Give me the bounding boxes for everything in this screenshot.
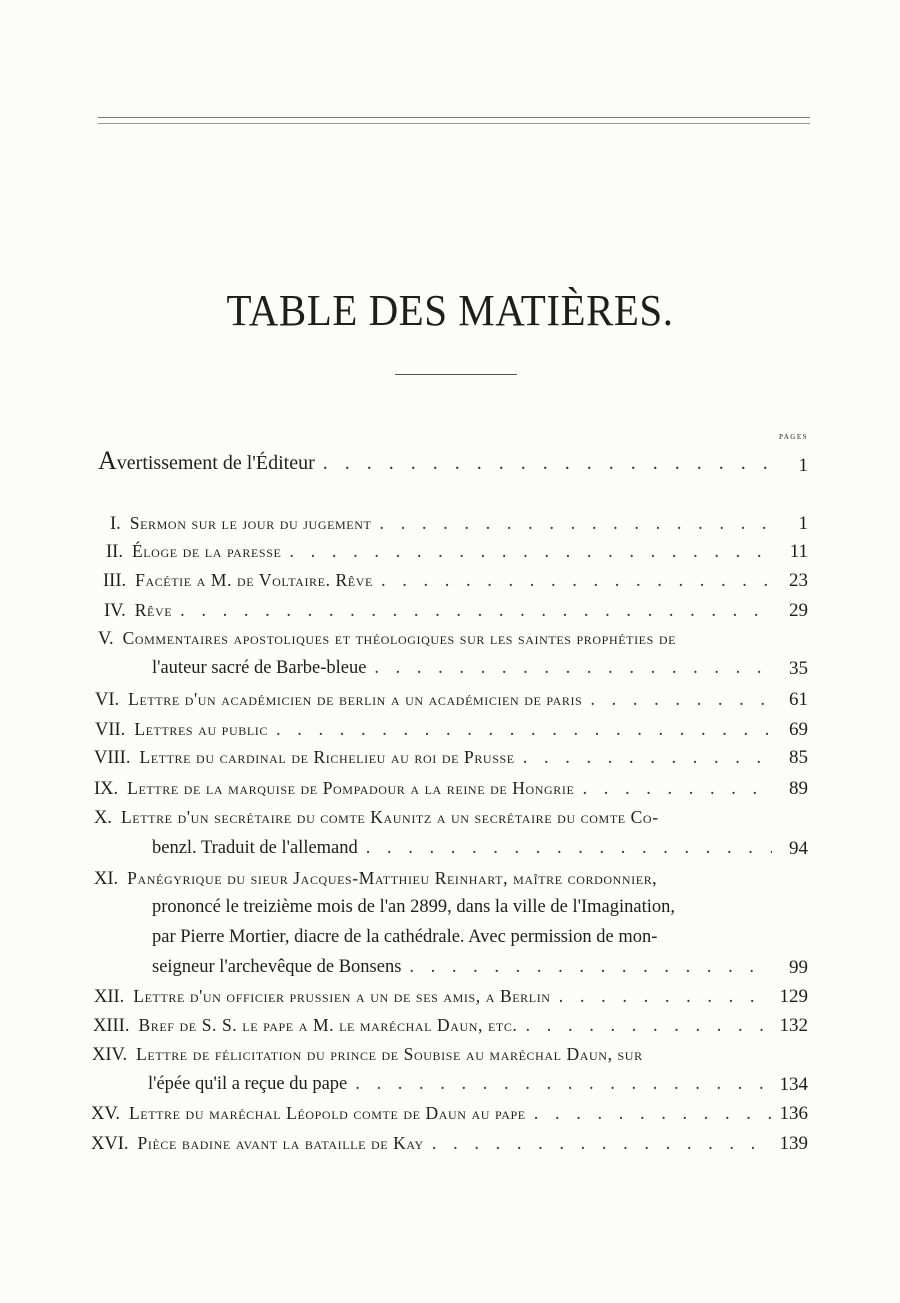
top-double-rule xyxy=(98,117,810,124)
entry-title: Sermon sur le jour du jugement xyxy=(129,513,372,533)
dot-leader xyxy=(381,571,772,592)
entry-title: Rêve xyxy=(134,600,173,620)
entry-title: Lettre de la marquise de Pompadour a la reine de Hongrie xyxy=(127,778,575,798)
entry-title: Lettre d'un officier prussien a un de ses amis, a Berlin xyxy=(133,986,551,1006)
dot-leader xyxy=(523,748,772,769)
entry-title-line: l'épée qu'il a reçue du pape xyxy=(148,1074,348,1094)
entry-page-number: 61 xyxy=(789,689,808,710)
entry-page-number: 132 xyxy=(779,1015,808,1036)
entry-page-number: 11 xyxy=(789,541,808,562)
entry-page-number: 99 xyxy=(789,957,808,978)
dot-leader xyxy=(366,838,772,859)
toc-entry[interactable] xyxy=(92,1044,810,1066)
dot-leader xyxy=(534,1104,772,1125)
entry-page-number: 139 xyxy=(779,1133,808,1154)
toc-entry-continuation[interactable] xyxy=(152,658,780,679)
toc-entry[interactable] xyxy=(94,778,780,800)
entry-number: XII. xyxy=(94,987,125,1007)
entry-title-line: par Pierre Mortier, diacre de la cathédrale. Avec permission de mon- xyxy=(152,927,658,947)
dot-leader xyxy=(525,1016,772,1037)
entry-title: Bref de S. S. le pape a M. le maréchal Daun, etc. xyxy=(138,1015,518,1035)
entry-title-line: Commentaires apostoliques et théologiques sur les saintes prophéties de xyxy=(122,628,677,648)
entry-number: XIV. xyxy=(92,1045,128,1065)
entry-title: Lettre d'un académicien de berlin a un académicien de paris xyxy=(128,689,583,709)
toc-entry[interactable] xyxy=(95,719,780,741)
entry-title: Lettres au public xyxy=(134,719,268,739)
entry-number: IV. xyxy=(104,601,126,621)
toc-entry[interactable] xyxy=(94,807,810,829)
entry-page-number: 29 xyxy=(789,600,808,621)
toc-entry-continuation[interactable] xyxy=(152,838,780,859)
entry-number: X. xyxy=(94,808,112,828)
toc-entry[interactable] xyxy=(91,1133,780,1155)
entry-number: VIII. xyxy=(94,748,131,768)
entry-number: VI. xyxy=(95,690,120,710)
entry-page-number: 94 xyxy=(789,838,808,859)
dot-leader xyxy=(582,779,772,800)
entry-title-line: Panégyrique du sieur Jacques-Matthieu Reinhart, maître cordonnier, xyxy=(127,868,658,888)
toc-entry[interactable] xyxy=(94,747,780,769)
entry-page-number: 35 xyxy=(789,658,808,679)
toc-entry[interactable] xyxy=(94,868,810,890)
entry-page-number: 129 xyxy=(779,986,808,1007)
entry-page-number: 89 xyxy=(789,778,808,799)
entry-page-number: 1 xyxy=(798,513,808,534)
dot-leader xyxy=(409,957,772,978)
entry-title-line: prononcé le treizième mois de l'an 2899, dans la ville de l'Imagination, xyxy=(152,897,675,917)
entry-page-number: 23 xyxy=(789,570,808,591)
entry-number: IX. xyxy=(94,779,119,799)
dot-leader xyxy=(276,720,772,741)
entry-number: I. xyxy=(110,514,121,534)
toc-entry[interactable] xyxy=(94,986,780,1008)
dot-leader xyxy=(559,987,772,1008)
toc-entry-continuation[interactable] xyxy=(152,957,780,978)
foreword-title: vertissement de l'Éditeur xyxy=(116,452,315,474)
dot-leader xyxy=(289,542,772,563)
pages-column-label: pages xyxy=(778,431,808,442)
dot-leader xyxy=(180,601,772,622)
toc-entry[interactable] xyxy=(110,513,780,535)
dot-leader xyxy=(432,1134,772,1155)
page-title: TABLE DES MATIÈRES. xyxy=(226,285,674,335)
foreword-initial: A xyxy=(98,446,117,475)
entry-title-line: benzl. Traduit de l'allemand xyxy=(152,838,358,858)
entry-title-line: Lettre de félicitation du prince de Soubise au maréchal Daun, sur xyxy=(136,1044,643,1064)
entry-number: II. xyxy=(106,542,123,562)
toc-entry-continuation[interactable] xyxy=(148,1074,780,1095)
entry-number: V. xyxy=(98,629,114,649)
entry-number: III. xyxy=(103,571,127,591)
toc-entry[interactable] xyxy=(95,689,780,711)
entry-number: XI. xyxy=(94,869,119,889)
dot-leader xyxy=(379,514,772,535)
entry-page-number: 136 xyxy=(779,1103,808,1124)
entry-title: Lettre du maréchal Léopold comte de Daun au pape xyxy=(128,1103,526,1123)
entry-title: Pièce badine avant la bataille de Kay xyxy=(137,1133,424,1153)
entry-number: VII. xyxy=(95,720,126,740)
dot-leader xyxy=(590,690,772,711)
toc-entry-continuation xyxy=(152,927,810,948)
entry-title: Facétie a M. de Voltaire. Rêve xyxy=(135,570,373,590)
foreword-entry[interactable] xyxy=(98,446,780,476)
toc-entry[interactable] xyxy=(98,628,810,650)
entry-title-line: l'auteur sacré de Barbe-bleue xyxy=(152,658,367,678)
toc-entry[interactable] xyxy=(104,600,780,622)
entry-number: XVI. xyxy=(91,1134,129,1154)
dot-leader xyxy=(323,452,772,475)
entry-title-line: Lettre d'un secrétaire du comte Kaunitz a un secrétaire du comte Co- xyxy=(121,807,659,827)
toc-entry[interactable] xyxy=(106,541,780,563)
entry-number: XV. xyxy=(91,1104,120,1124)
toc-entry[interactable] xyxy=(91,1103,780,1125)
toc-entry-continuation xyxy=(152,897,810,918)
toc-entry[interactable] xyxy=(103,570,780,592)
entry-number: XIII. xyxy=(93,1016,130,1036)
dot-leader xyxy=(374,658,772,679)
entry-title-line: seigneur l'archevêque de Bonsens xyxy=(152,957,402,977)
dot-leader xyxy=(355,1074,772,1095)
entry-page-number: 134 xyxy=(779,1074,808,1095)
foreword-page-number: 1 xyxy=(798,455,808,476)
entry-title: Éloge de la paresse xyxy=(131,541,282,561)
title-separator-rule xyxy=(395,374,517,375)
entry-page-number: 85 xyxy=(789,747,808,768)
entry-title: Lettre du cardinal de Richelieu au roi de Prusse xyxy=(139,747,515,767)
toc-entry[interactable] xyxy=(93,1015,780,1037)
entry-page-number: 69 xyxy=(789,719,808,740)
